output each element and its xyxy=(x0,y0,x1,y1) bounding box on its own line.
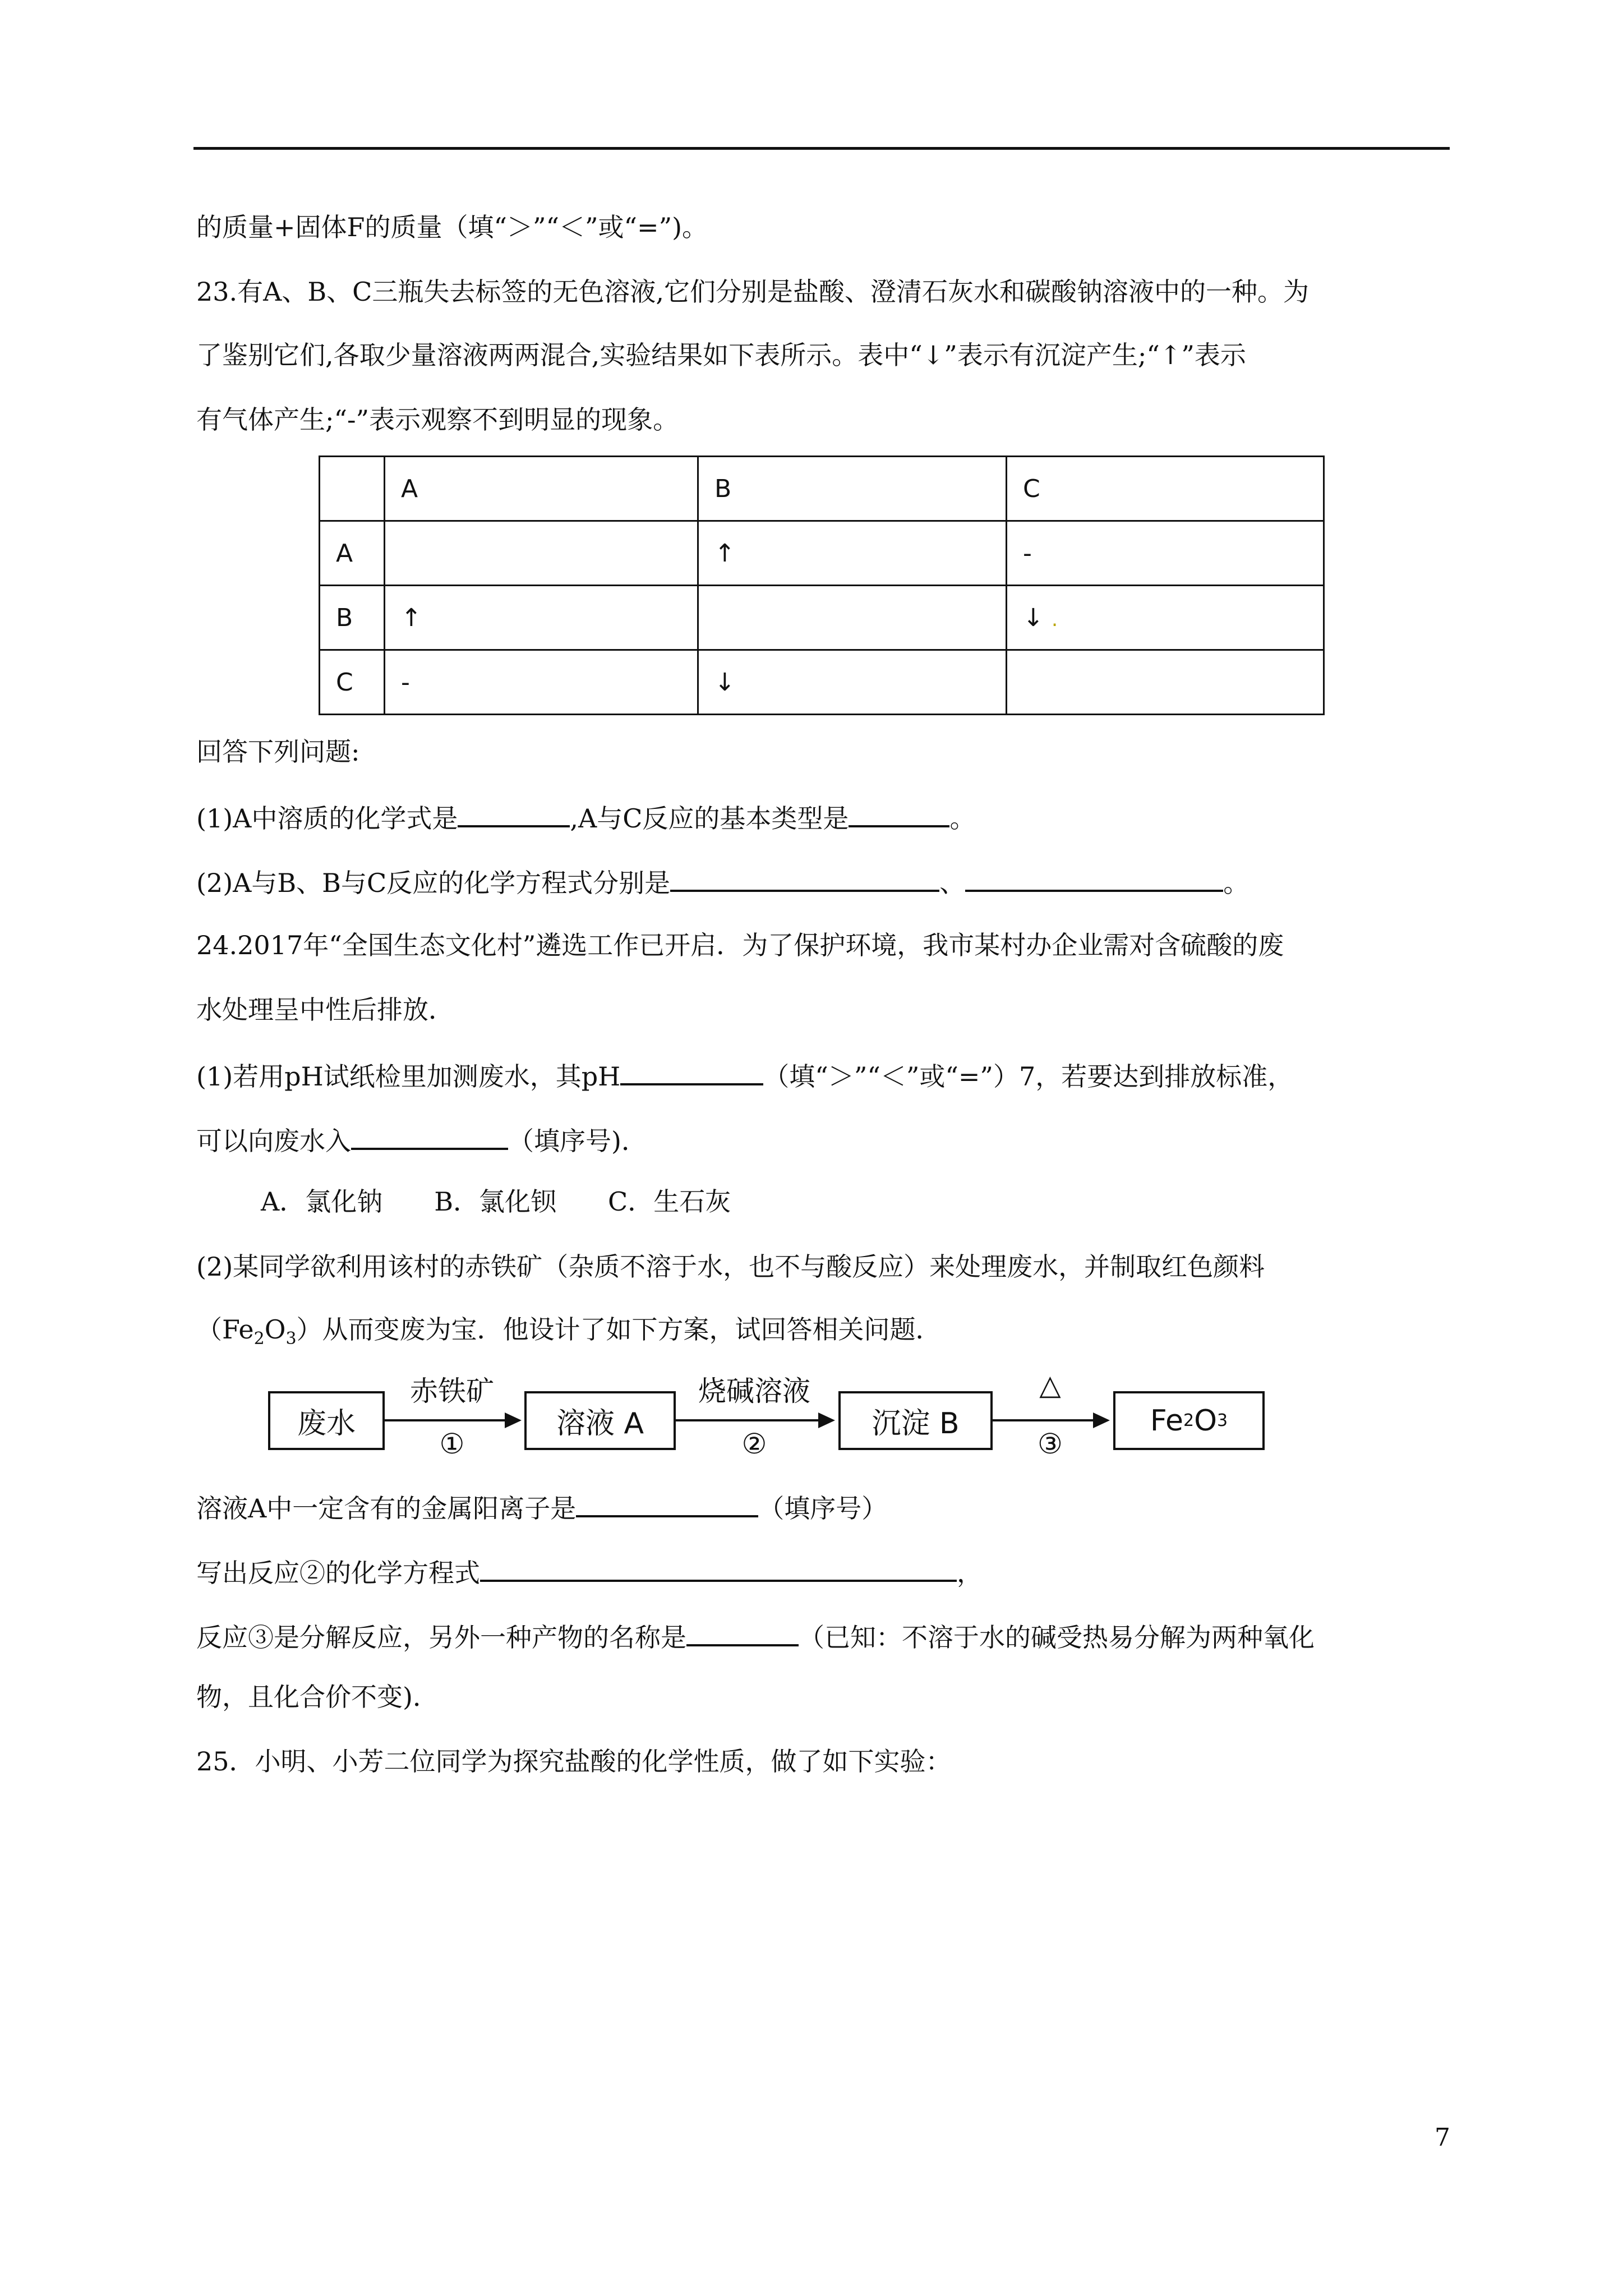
flow-step-number: ② xyxy=(741,1428,767,1460)
table-cell xyxy=(1007,650,1324,715)
text-segment: 反应③是分解反应，另外一种产物的名称是 xyxy=(196,1622,686,1653)
text-segment: （已知：不溶于水的碱受热易分解为两种氧化 xyxy=(799,1622,1315,1653)
stray-mark: . xyxy=(1051,608,1058,631)
table-cell: A xyxy=(320,521,385,586)
observation-table xyxy=(319,455,1325,715)
question-23-part-1 xyxy=(196,799,975,835)
flow-box-wastewater: 废水 xyxy=(268,1391,385,1450)
subscript: 3 xyxy=(1217,1411,1228,1430)
text-segment: O xyxy=(1194,1404,1217,1438)
text-segment: ,A与C反应的基本类型是 xyxy=(570,803,849,834)
flow-arrow xyxy=(993,1419,1108,1421)
table-cell xyxy=(320,457,385,521)
text-segment: O xyxy=(264,1314,286,1345)
text-segment: 、 xyxy=(939,868,966,898)
question-24-reaction-3 xyxy=(196,1618,1315,1654)
question-24-part-1 xyxy=(196,1057,1293,1093)
text-line: 的质量+固体F的质量（填“＞”“＜”或“=”)。 xyxy=(196,212,708,242)
cell-value: ↓ xyxy=(1023,603,1044,632)
question-23-line-2: 了鉴别它们,各取少量溶液两两混合,实验结果如下表所示。表中“↓”表示有沉淀产生;“↑”表示 xyxy=(196,340,1246,370)
table-cell: B xyxy=(320,586,385,650)
text-segment: (2)A与B、B与C反应的化学方程式分别是 xyxy=(196,868,671,898)
table-row xyxy=(320,586,1324,650)
answer-prompt: 回答下列问题: xyxy=(196,737,360,767)
table-cell: ↓ xyxy=(698,650,1007,715)
answer-blank xyxy=(480,1554,957,1582)
text-segment: ）从而变废为宝．他设计了如下方案，试回答相关问题． xyxy=(296,1314,942,1345)
text-segment: （填“＞”“＜”或“=”）7，若要达到排放标准， xyxy=(763,1061,1294,1092)
question-23-part-2 xyxy=(196,864,1249,900)
question-24-line-2: 水处理呈中性后排放． xyxy=(196,995,454,1025)
flow-step-number: ③ xyxy=(1038,1428,1063,1460)
text-segment: 。 xyxy=(1223,868,1249,898)
table-cell xyxy=(1007,586,1324,650)
question-24-part-1-cont xyxy=(196,1122,647,1158)
table-cell: B xyxy=(698,457,1007,521)
table-cell: - xyxy=(1007,521,1324,586)
question-24-options: A．氯化钠 B．氯化钡 C．生石灰 xyxy=(261,1186,731,1217)
question-23-line-1: 23.有A、B、C三瓶失去标签的无色溶液,它们分别是盐酸、澄清石灰水和碳酸钠溶液中的一种。为 xyxy=(196,277,1309,307)
page-number: 7 xyxy=(1435,2123,1450,2152)
table-cell xyxy=(385,521,698,586)
table-cell: ↑ xyxy=(385,586,698,650)
text-segment: 写出反应②的化学方程式 xyxy=(196,1558,480,1588)
flow-arrow-label: 赤铁矿 xyxy=(410,1375,494,1407)
answer-blank xyxy=(849,799,949,827)
answer-blank xyxy=(686,1618,799,1646)
flow-arrow-label: △ xyxy=(1039,1369,1061,1401)
text-segment: Fe xyxy=(1150,1404,1183,1438)
subscript: 2 xyxy=(1183,1411,1195,1430)
question-24-part-2-cont xyxy=(196,1313,942,1356)
text-segment: ， xyxy=(957,1558,983,1588)
text-segment: (1)A中溶质的化学式是 xyxy=(196,803,458,834)
flow-arrow-label: 烧碱溶液 xyxy=(698,1375,810,1407)
table-cell: - xyxy=(385,650,698,715)
table-row xyxy=(320,457,1324,521)
question-24-equation xyxy=(196,1554,983,1590)
table-cell: A xyxy=(385,457,698,521)
answer-blank xyxy=(458,799,570,827)
flow-box-precipitate-b: 沉淀 B xyxy=(838,1391,993,1450)
flow-box-solution-a: 溶液 A xyxy=(524,1391,676,1450)
table-row xyxy=(320,521,1324,586)
question-25: 25．小明、小芳二位同学为探究盐酸的化学性质，做了如下实验： xyxy=(196,1746,952,1777)
text-segment: （Fe xyxy=(196,1314,254,1345)
table-cell xyxy=(698,586,1007,650)
question-24-part-2: (2)某同学欲利用该村的赤铁矿（杂质不溶于水，也不与酸反应）来处理废水，并制取红色颜料 xyxy=(196,1251,1265,1282)
answer-blank xyxy=(576,1489,758,1517)
flow-arrow xyxy=(676,1419,833,1421)
question-23-line-3: 有气体产生;“-”表示观察不到明显的现象。 xyxy=(196,404,679,435)
flow-arrow xyxy=(385,1419,519,1421)
text-segment: （填序号)． xyxy=(508,1126,647,1156)
text-segment: （填序号） xyxy=(758,1493,888,1524)
question-24-solution-a xyxy=(196,1489,887,1525)
text-segment: 溶液A中一定含有的金属阳离子是 xyxy=(196,1493,577,1524)
text-segment: (1)若用pH试纸检里加测废水，其pH xyxy=(196,1061,621,1092)
flow-box-fe2o3 xyxy=(1113,1391,1265,1450)
answer-blank xyxy=(620,1057,763,1085)
table-cell: C xyxy=(1007,457,1324,521)
question-24-line-1: 24.2017年“全国生态文化村”遴选工作已开启．为了保护环境，我市某村办企业需对含硫酸的废 xyxy=(196,930,1284,960)
answer-blank xyxy=(351,1122,508,1150)
subscript: 2 xyxy=(253,1329,265,1349)
table-cell: C xyxy=(320,650,385,715)
flow-step-number: ① xyxy=(439,1428,465,1460)
table-row xyxy=(320,650,1324,715)
answer-blank xyxy=(670,864,939,892)
text-segment: 可以向废水入 xyxy=(196,1126,351,1156)
answer-blank xyxy=(965,864,1223,892)
question-24-reaction-3-cont: 物，且化合价不变)． xyxy=(196,1682,439,1712)
subscript: 3 xyxy=(285,1329,297,1349)
table-cell: ↑ xyxy=(698,521,1007,586)
header-rule xyxy=(193,147,1450,150)
text-segment: 。 xyxy=(949,803,976,834)
